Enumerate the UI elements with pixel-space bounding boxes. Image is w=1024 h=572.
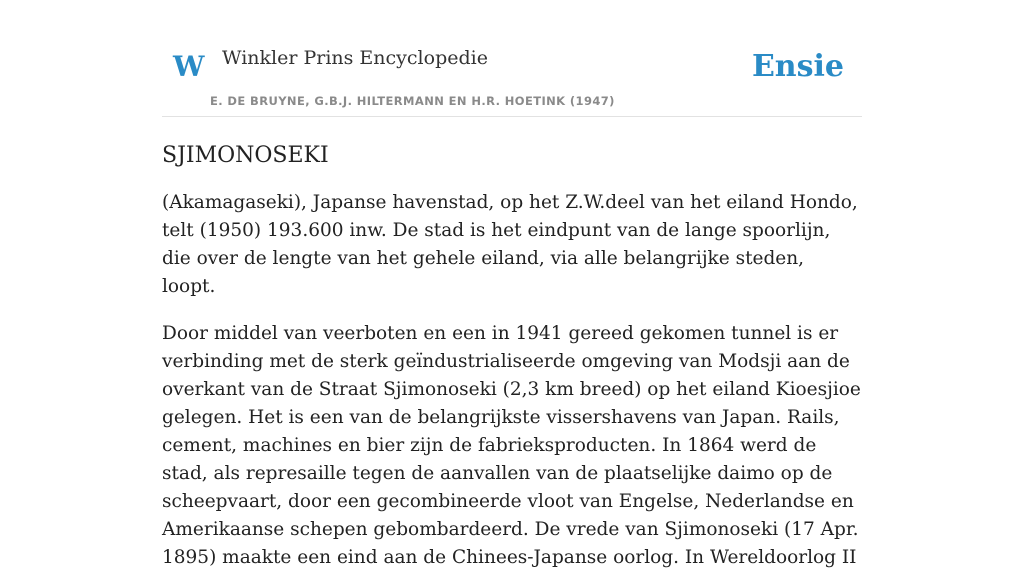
encyclopedia-page [162, 0, 862, 569]
winkler-prins-logo[interactable]: W [173, 50, 205, 83]
article-paragraph-2: Door middel van veerboten en een in 1941 gereed gekomen tunnel is er verbinding met de sterk geïndustrialiseerde omgeving van Modsji aan de overkant van de Straat Sjimonoseki (2,3 km breed) op het eiland Kioesjioe gelegen. Het is een van de belangrijkste vissershavens van Japan. Rails, cement, machines en bier zijn de fabrieksproducten. In 1864 werd de stad, als represaille tegen de aanvallen van de plaatselijke daimo op de scheepvaart, door een gecombineerde vloot van Engelse, Nederlandse en Amerikaanse schepen gebombardeerd. De vrede van Sjimonoseki (17 Apr. 1895) maakte een eind aan de Chinees-Japanse oorlog. In Wereldoorlog II [162, 323, 861, 569]
article-paragraph-1: (Akamagaseki), Japanse havenstad, op het Z.W.deel van het eiland Hondo, telt (1950) 193.600 inw. De stad is het eindpunt van de lange spoorlijn, die over de lengte van het gehele eiland, via alle belangrijke steden, loopt. [162, 192, 858, 298]
publication-authors: E. DE BRUYNE, G.B.J. HILTERMANN EN H.R. HOETINK (1947) [210, 94, 615, 108]
article-title: SJIMONOSEKI [162, 143, 329, 168]
publication-title[interactable]: Winkler Prins Encyclopedie [222, 47, 488, 69]
ensie-brand-logo[interactable]: Ensie [751, 49, 844, 84]
site-header [162, 0, 862, 117]
